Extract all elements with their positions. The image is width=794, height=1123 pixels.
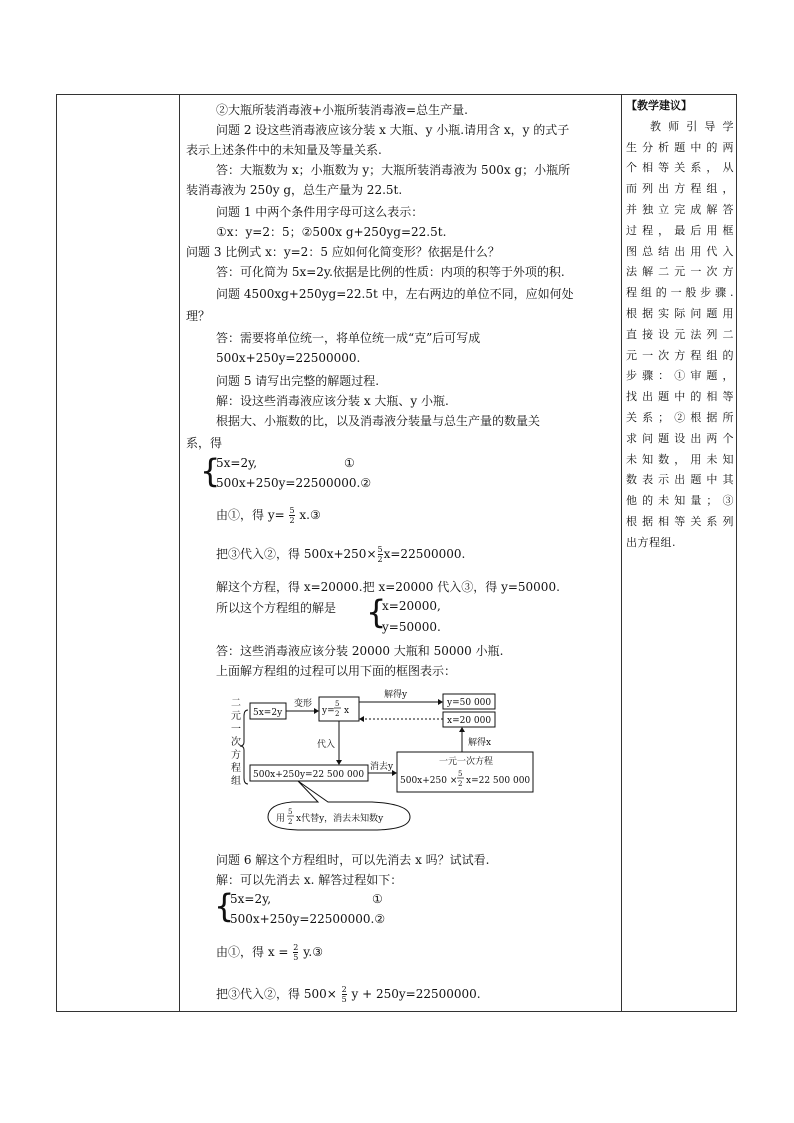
bubble-frac-den: 2 <box>288 818 293 826</box>
teaching-suggestion <box>626 96 734 554</box>
fraction-numerator: 5 <box>377 545 383 554</box>
text-line: 答：这些消毒液应该分装 20000 大瓶和 50000 小瓶. <box>216 644 504 658</box>
side-line: 他的未知量；③ <box>626 494 734 508</box>
text-line: 问题 2 设这些消毒液应该分装 x 大瓶、y 小瓶.请用含 x，y 的式子 <box>216 123 570 137</box>
text-line: 答：大瓶数为 x；小瓶数为 y；大瓶所装消毒液为 500x g；小瓶所 <box>216 163 571 177</box>
arrow-head <box>336 760 342 765</box>
side-line: 生分析题中的两 <box>626 140 734 154</box>
box6-pre: 500x+250 × <box>400 776 458 786</box>
text-segment: 把③代入②，得 500x+250× <box>216 547 377 561</box>
text-segment: y.③ <box>303 945 323 959</box>
fraction-denominator: 2 <box>377 555 383 564</box>
diagram-brace <box>240 710 248 784</box>
side-line: 教师引导学 <box>650 119 734 133</box>
fraction-denominator: 5 <box>293 953 299 962</box>
column-divider-2 <box>621 95 622 1011</box>
equation-line <box>216 506 321 525</box>
flow-diagram <box>222 684 540 834</box>
side-line: 求问题设出两个 <box>626 431 734 445</box>
text-line: 理？ <box>186 309 211 323</box>
text-line: 解：设这些消毒液应该分装 x 大瓶、y 小瓶. <box>216 394 449 408</box>
label-xiaoquy: 消去y <box>370 762 394 772</box>
box-x-20000-text: x=20 000 <box>447 716 492 726</box>
box-y-eq-pre: y= <box>322 706 335 716</box>
side-line: 数表示出题中其 <box>626 473 734 487</box>
side-line: 未知数，用未知 <box>626 452 734 466</box>
text-line: ②大瓶所装消毒液+小瓶所装消毒液=总生产量. <box>216 103 468 117</box>
diagram-left-label <box>231 698 241 787</box>
fraction-numerator: 2 <box>341 985 347 994</box>
bubble-text-post: x代替y，消去未知数y <box>296 814 384 824</box>
equation-line <box>216 985 481 1004</box>
side-line: 并独立完成解答 <box>626 202 734 216</box>
text-line: 系，得 <box>186 436 223 450</box>
bubble-frac-num: 5 <box>288 808 293 816</box>
text-segment: 由①，得 y= <box>216 508 285 522</box>
text-line: 装消毒液为 250y g，总生产量为 22.5t. <box>186 183 403 197</box>
text-line: 问题 3 比例式 x：y=2：5 应如何化简变形？依据是什么？ <box>186 245 500 259</box>
side-line: 法解二元一次方 <box>626 265 734 279</box>
side-line: 根据实际问题用 <box>626 306 734 320</box>
side-line: 直接设元法列二 <box>626 327 734 341</box>
text-line: 问题 1 中两个条件用字母可这么表示： <box>216 205 424 219</box>
text-line: ①x：y=2：5；②500x g+250yg=22.5t. <box>216 225 447 239</box>
side-line: 图总结出用代入 <box>626 244 734 258</box>
equation-line: 500x+250y=22500000.② <box>216 476 372 490</box>
box-5x2y-text: 5x=2y <box>253 708 283 718</box>
side-lines <box>626 117 734 554</box>
text-line: 500x+250y=22500000. <box>216 351 361 365</box>
text-line: 问题 6 解这个方程组时，可以先消去 x 吗？试试看. <box>216 853 490 867</box>
solution-line: y=50000. <box>382 620 441 634</box>
side-line: 关系；②根据所 <box>626 410 734 424</box>
text-line: 答：可化简为 5x=2y.依据是比例的性质：内项的积等于外项的积. <box>216 265 565 279</box>
fraction-denominator: 2 <box>289 516 295 525</box>
text-line: 问题 5 请写出完整的解题过程. <box>216 374 380 388</box>
side-line: 步骤：①审题， <box>626 369 734 383</box>
text-segment: x=22500000. <box>383 547 466 561</box>
equation-line: 5x=2y, <box>230 892 272 906</box>
fraction <box>293 943 298 962</box>
side-line: 个相等关系，从 <box>626 161 734 175</box>
fraction <box>378 545 383 564</box>
left-brace: { <box>366 593 387 631</box>
text-line: 答：需要将单位统一，将单位统一成“克”后可写成 <box>216 331 481 345</box>
text-line: 所以这个方程组的解是 <box>216 601 337 615</box>
label-jiedey: 解得y <box>384 690 408 700</box>
text-segment: x.③ <box>299 508 321 522</box>
side-title: 【教学建议】 <box>626 99 692 112</box>
fraction-numerator: 5 <box>289 506 295 515</box>
fraction-numerator: 2 <box>293 943 299 952</box>
side-line: 根据相等关系列 <box>626 514 734 528</box>
box6-frac-num: 5 <box>458 770 463 778</box>
box-y-frac-num: 5 <box>335 700 340 708</box>
text-segment: 由①，得 x = <box>216 945 289 959</box>
equation-line <box>216 943 323 962</box>
svg-text:二元一次方程组: 二元一次方程组 <box>231 698 241 787</box>
text-segment: y + 250y=22500000. <box>351 987 481 1001</box>
column-divider-1 <box>179 95 180 1011</box>
equation-mark: ① <box>344 456 355 470</box>
arrow-head <box>314 708 319 714</box>
label-dairu: 代入 <box>317 740 336 750</box>
side-line: 过程，最后用框 <box>626 223 734 237</box>
text-line: 解这个方程，得 x=20000.把 x=20000 代入③，得 y=50000. <box>216 580 560 594</box>
box6-title: 一元一次方程 <box>439 757 494 767</box>
box6-post: x=22 500 000 <box>466 776 531 786</box>
equation-line: 5x=2y, <box>216 456 258 470</box>
fraction <box>342 985 347 1004</box>
box-y-frac-den: 2 <box>335 710 340 718</box>
arrow-head <box>438 699 443 705</box>
arrow-head <box>459 727 465 732</box>
box-y-50000-text: y=50 000 <box>447 698 492 708</box>
fraction-denominator: 5 <box>341 995 347 1004</box>
text-line: 表示上述条件中的未知量及等量关系. <box>186 143 382 157</box>
text-line: 上面解方程组的过程可以用下面的框图表示： <box>216 664 457 678</box>
side-line: 而列出方程组， <box>626 182 734 196</box>
box-equation-2-text: 500x+250y=22 500 000 <box>253 770 365 780</box>
text-line: 问题 4500xg+250yg=22.5t 中，左右两边的单位不同，应如何处 <box>216 287 574 301</box>
left-brace: { <box>214 887 235 925</box>
left-brace: { <box>200 452 221 490</box>
equation-line: 500x+250y=22500000.② <box>230 912 386 926</box>
fraction <box>289 506 294 525</box>
label-jiedex: 解得x <box>468 738 492 748</box>
side-line: 程组的一般步骤. <box>626 286 734 300</box>
side-line: 元一次方程组的 <box>626 348 734 362</box>
box-y-eq-post: x <box>344 706 350 716</box>
side-line: 出方程组. <box>626 535 676 549</box>
label-bianxing: 变形 <box>294 699 313 709</box>
equation-line <box>216 545 465 564</box>
arrow-head <box>359 716 364 722</box>
bubble-text-pre: 用 <box>276 814 286 824</box>
side-line: 找出题中的相等 <box>626 390 734 404</box>
text-line: 解：可以先消去 x. 解答过程如下： <box>216 873 403 887</box>
solution-line: x=20000, <box>382 599 441 613</box>
text-segment: 把③代入②，得 500× <box>216 987 337 1001</box>
box6-frac-den: 2 <box>458 780 463 788</box>
equation-mark: ① <box>372 892 383 906</box>
text-line: 根据大、小瓶数的比，以及消毒液分装量与总生产量的数量关 <box>216 414 541 428</box>
